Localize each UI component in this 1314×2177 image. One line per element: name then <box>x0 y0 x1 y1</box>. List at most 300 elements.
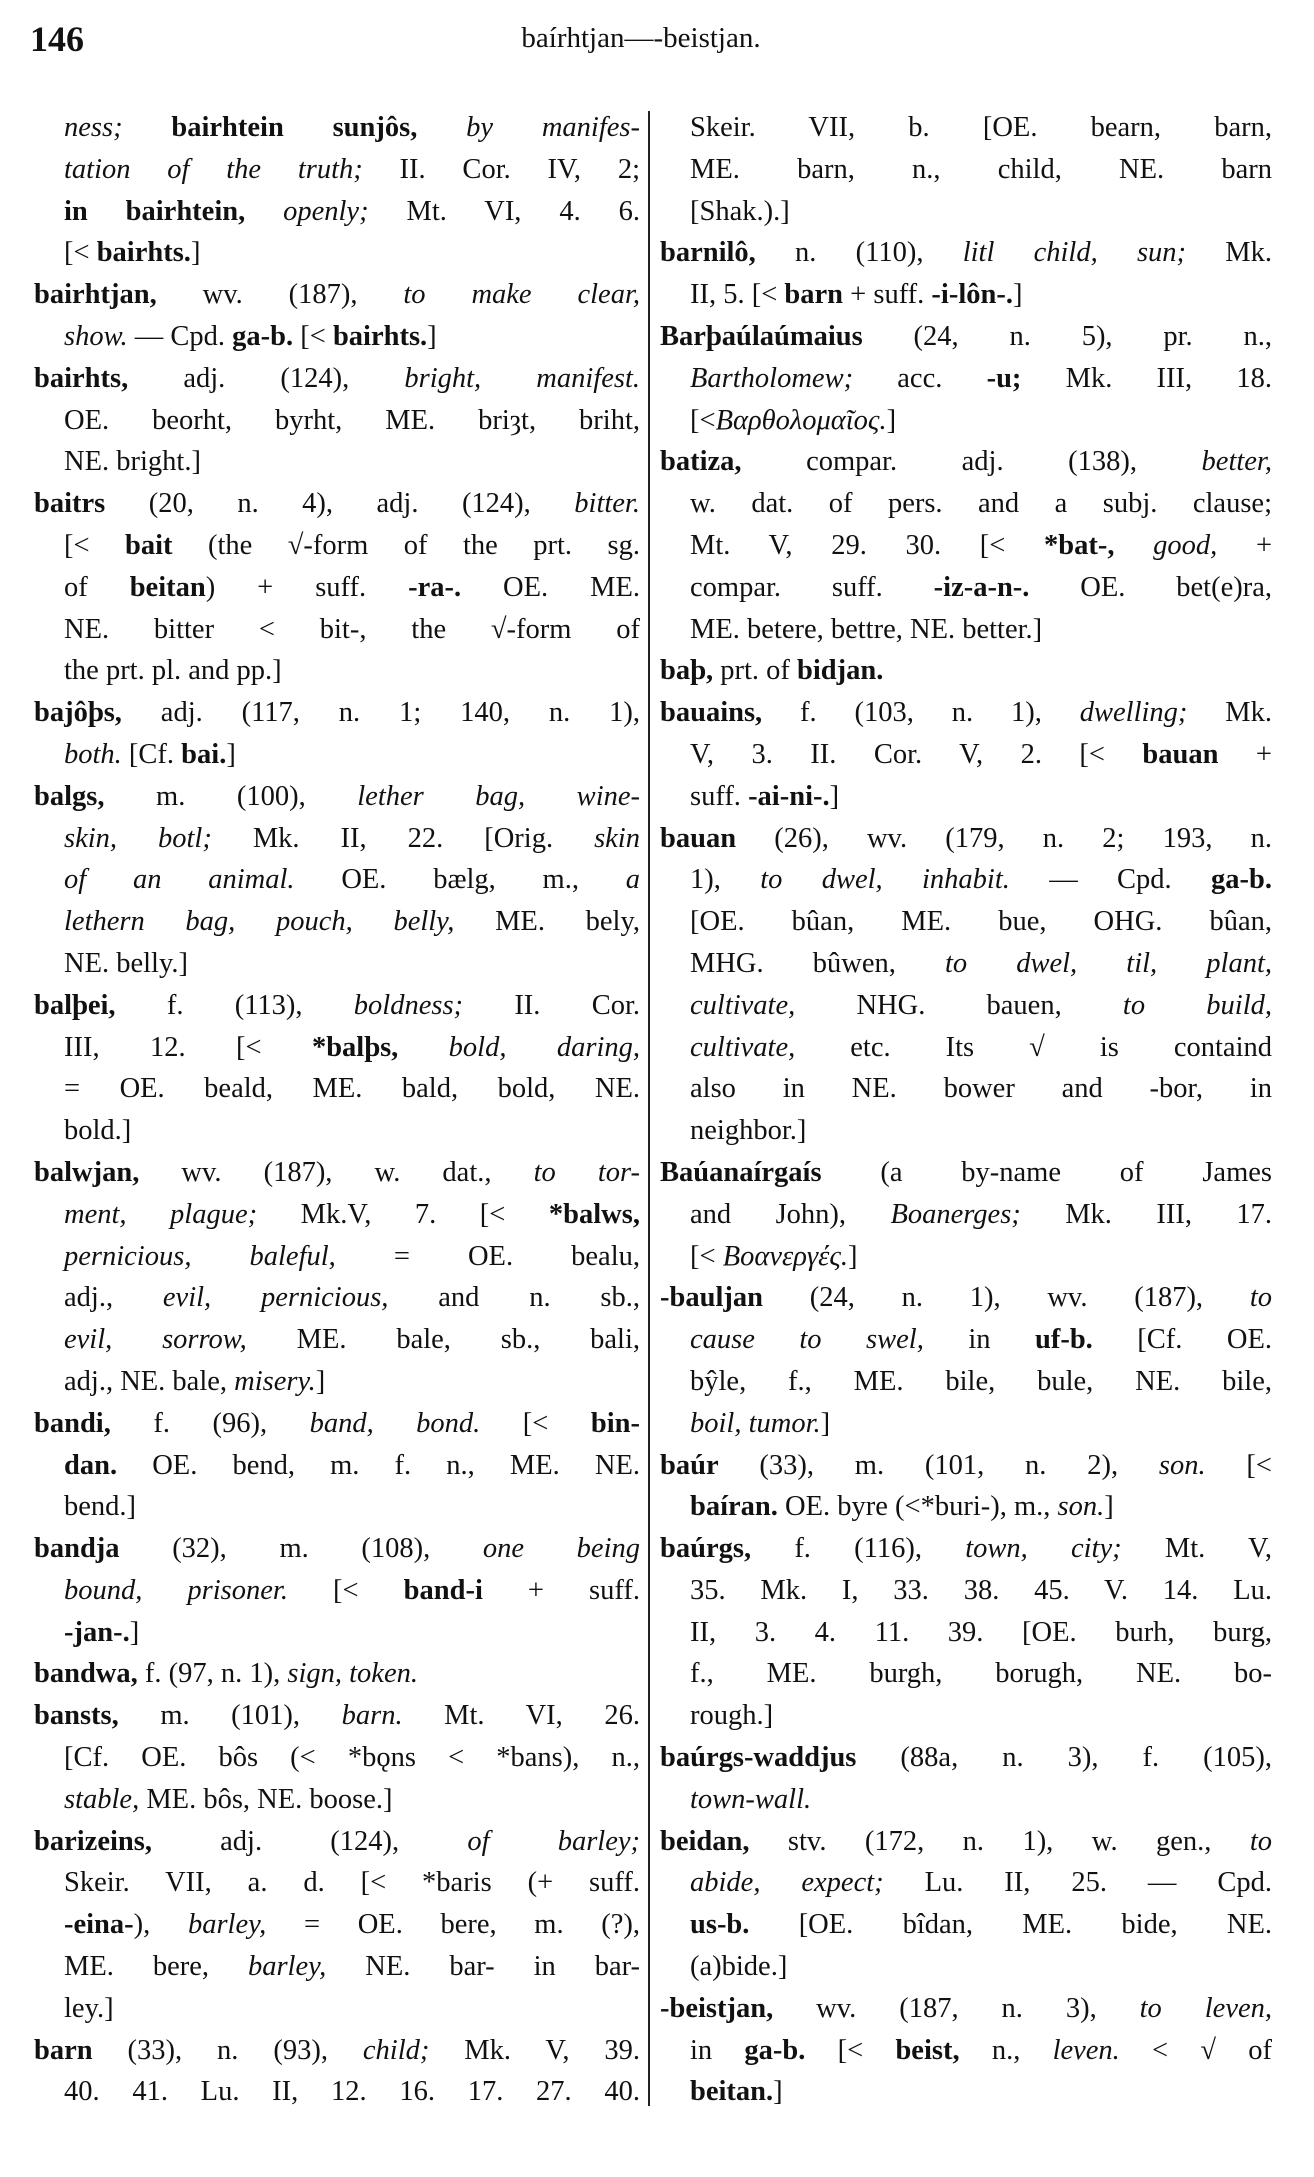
entry-line <box>34 1194 640 1236</box>
gloss-text: cause to swel, <box>690 1324 924 1356</box>
entry-line <box>660 274 1272 316</box>
gloss-text: by manifes- <box>417 112 640 143</box>
headword-text: bandi, <box>34 1407 111 1439</box>
text: ] <box>226 738 236 770</box>
text: (33), m. (101, n. 2), <box>718 1449 1159 1481</box>
entry-line <box>34 943 640 985</box>
gloss-text: sign, token. <box>287 1658 418 1690</box>
gloss-text: cultivate, <box>690 989 796 1021</box>
text: Skeir. VII, b. [OE. bearn, barn, <box>690 112 1272 143</box>
entry-line <box>34 191 640 233</box>
text: MHG. bûwen, <box>690 947 945 979</box>
entry-line <box>34 107 640 149</box>
gloss-text: barley, <box>247 1951 327 1983</box>
text: n., <box>959 2034 1053 2066</box>
gloss-text: lether bag, wine- <box>357 780 640 812</box>
text: (24, n. 5), pr. n., <box>862 320 1272 352</box>
entry-line <box>660 1194 1272 1236</box>
entry-line <box>660 943 1272 985</box>
headword-text: -eina- <box>64 1909 134 1941</box>
gloss-text: good, <box>1114 529 1218 561</box>
text: suff. <box>690 780 749 812</box>
headword-text: barizeins, <box>34 1825 152 1857</box>
entry-headline <box>34 358 640 400</box>
entry-line <box>660 901 1272 943</box>
entry-headline <box>34 1821 640 1863</box>
headword-text: bairhts, <box>34 362 129 394</box>
entry-headline <box>660 316 1272 358</box>
text: w. dat. of pers. and a subj. clause; <box>690 488 1272 520</box>
text: (the √-form of the prt. sg. <box>172 529 640 561</box>
headword-text: bairhts. <box>332 320 428 352</box>
text: the prt. pl. and pp.] <box>64 655 282 687</box>
text: Mk. II, 22. [Orig. <box>211 822 595 854</box>
entry-line <box>34 1862 640 1904</box>
entry-line <box>660 859 1272 901</box>
text: [< <box>64 529 126 561</box>
gloss-text: litl child, sun; <box>962 237 1187 269</box>
headword-text: beidan, <box>660 1825 750 1857</box>
column-divider <box>648 111 650 2106</box>
text: adj. (117, n. 1; 140, n. 1), <box>121 697 640 729</box>
text: III, 12. [< <box>64 1031 312 1063</box>
text: f. (113), <box>115 989 354 1021</box>
text: II. Cor. <box>463 989 640 1021</box>
entry-line <box>660 358 1272 400</box>
gloss-text: to tor- <box>533 1156 640 1188</box>
text: f. (96), <box>110 1407 310 1439</box>
text: rough.] <box>690 1700 774 1732</box>
gloss-text: abide, expect; <box>690 1867 884 1899</box>
headword-text: ga-b. <box>1211 864 1272 896</box>
entry-line <box>660 1110 1272 1152</box>
text: ] <box>820 1407 831 1439</box>
text: compar. suff. <box>690 571 934 603</box>
headword-text: -jan-. <box>64 1616 130 1648</box>
headword-text: ga-b. <box>232 320 294 352</box>
headword-text: bairhtein sunjôs, <box>122 112 418 143</box>
text: ME. bely, <box>454 906 640 938</box>
text: + <box>1218 738 1272 770</box>
gloss-text: to <box>1249 1282 1272 1314</box>
entry-line <box>660 483 1272 525</box>
entry-line <box>34 1236 640 1278</box>
entry-headline <box>660 1821 1272 1863</box>
entry-headline <box>34 483 640 525</box>
headword-text: bauan <box>660 822 737 854</box>
gloss-text: stable, <box>64 1783 140 1815</box>
entry-line <box>34 901 640 943</box>
gloss-text: son. <box>1158 1449 1206 1481</box>
text: Mk. V, 39. <box>429 2034 640 2066</box>
entry-headline <box>660 818 1272 860</box>
text: m. (101), <box>118 1700 342 1732</box>
text: (88a, n. 3), f. (105), <box>856 1742 1272 1774</box>
text: etc. Its √ is containd <box>795 1031 1272 1063</box>
headword-text: batiza, <box>660 446 742 478</box>
text: adj. (124), <box>128 362 405 394</box>
gloss-text: Bartholomew; <box>690 362 854 394</box>
entry-line <box>660 149 1272 191</box>
text: ] <box>829 780 840 812</box>
text: II, 5. [< <box>690 279 785 311</box>
gloss-text: skin <box>594 822 640 854</box>
text: II. Cor. IV, 2; <box>362 153 640 185</box>
text: [< <box>287 1574 404 1606</box>
entry-line <box>34 734 640 776</box>
gloss-text: show. <box>64 320 128 352</box>
text: in <box>923 1324 1035 1356</box>
entry-line <box>34 1779 640 1821</box>
entry-line <box>34 818 640 860</box>
text: 40. 41. Lu. II, 12. 16. 17. 27. 40. <box>64 2076 640 2108</box>
gloss-text: both. <box>64 738 122 770</box>
gloss-text: pernicious, baleful, <box>64 1240 336 1272</box>
text: OE. bend, m. f. n., ME. NE. <box>117 1449 640 1481</box>
entry-line <box>660 1068 1272 1110</box>
headword-text: bandja <box>34 1533 120 1565</box>
headword-text: -ra-. <box>408 571 462 603</box>
text: [< <box>805 2034 896 2066</box>
entry-line <box>34 1445 640 1487</box>
gloss-text: to make clear, <box>403 279 640 311</box>
text: f., ME. burgh, borugh, NE. bo- <box>690 1658 1272 1690</box>
text: ] <box>129 1616 140 1648</box>
entry-line <box>34 1570 640 1612</box>
text: neighbor.] <box>690 1115 807 1147</box>
text: OE. beorht, byrht, ME. briȝt, briht, <box>64 404 640 436</box>
gloss-text: child; <box>362 2034 430 2066</box>
entry-line <box>34 2071 640 2113</box>
text: ] <box>427 320 437 352</box>
text: < √ of <box>1119 2034 1272 2066</box>
text: [Cf. OE. bôs (< *bǫns < *bans), n., <box>64 1742 640 1774</box>
headword-text: bait <box>125 529 173 561</box>
gloss-text: ment, plague; <box>64 1198 258 1230</box>
entry-headline <box>34 274 640 316</box>
text: and n. sb., <box>388 1282 640 1314</box>
entry-line <box>34 859 640 901</box>
gloss-text: of an animal. <box>64 864 295 896</box>
text: stv. (172, n. 1), w. gen., <box>749 1825 1250 1857</box>
headword-text: baúr <box>660 1449 719 1481</box>
gloss-text: tation of the truth; <box>64 153 363 185</box>
text: V, 3. II. Cor. V, 2. [< <box>690 738 1143 770</box>
entry-headline <box>660 232 1272 274</box>
text: NHG. bauen, <box>795 989 1123 1021</box>
text: OE. bælg, m., <box>294 864 626 896</box>
gloss-text: to <box>1249 1825 1272 1857</box>
text: [< <box>480 1407 591 1439</box>
entry-line <box>34 1068 640 1110</box>
entry-line <box>34 1988 640 2030</box>
text: and John), <box>690 1198 891 1230</box>
gloss-text: band, bond. <box>309 1407 481 1439</box>
entry-line <box>660 1570 1272 1612</box>
entry-line <box>34 1027 640 1069</box>
entry-line <box>660 1319 1272 1361</box>
gloss-text: Βαρθολομαῖος. <box>715 404 887 436</box>
headword-text: balgs, <box>34 780 105 812</box>
entry-line <box>34 1319 640 1361</box>
text: compar. adj. (138), <box>741 446 1202 478</box>
entry-headline <box>34 1528 640 1570</box>
text: adj., <box>64 1282 163 1314</box>
text: + suff. <box>843 279 932 311</box>
gloss-text: better, <box>1201 446 1272 478</box>
text: [< <box>690 1240 723 1272</box>
text: ME. betere, bettre, NE. better.] <box>690 613 1043 645</box>
entry-headline <box>660 441 1272 483</box>
headword-text: beitan. <box>690 2076 774 2108</box>
text: NE. bar- in bar- <box>326 1951 640 1983</box>
text: Skeir. VII, a. d. [< *baris (+ suff. <box>64 1867 640 1899</box>
text: f. (97, n. 1), <box>137 1658 288 1690</box>
gloss-text: evil, pernicious, <box>162 1282 389 1314</box>
gloss-text: Βοανεργές. <box>722 1240 849 1272</box>
gloss-text: of barley; <box>467 1825 640 1857</box>
headword-text: bidjan. <box>796 655 884 687</box>
text: [Cf. <box>121 738 182 770</box>
entry-line <box>34 1486 640 1528</box>
entry-line <box>34 1904 640 1946</box>
entry-line <box>660 985 1272 1027</box>
entry-headline <box>34 692 640 734</box>
headword-text: dan. <box>64 1449 118 1481</box>
entry-line <box>660 1695 1272 1737</box>
headword-text: barnilô, <box>660 237 756 269</box>
entry-line <box>660 107 1272 149</box>
text: ME. barn, n., child, NE. barn <box>690 153 1272 185</box>
text: [Cf. OE. <box>1092 1324 1272 1356</box>
headword-text: band-i <box>403 1574 483 1606</box>
text: Lu. II, 25. — Cpd. <box>883 1867 1272 1899</box>
text: Mt. VI, 26. <box>402 1700 640 1732</box>
gloss-text: bright, manifest. <box>404 362 640 394</box>
entry-headline <box>660 650 1272 692</box>
entry-line <box>660 1653 1272 1695</box>
entry-line <box>660 525 1272 567</box>
headword-text: Barþaúlaúmaius <box>660 320 863 352</box>
headword-text: -i-lôn-. <box>931 279 1013 311</box>
text: Mk.V, 7. [< <box>257 1198 549 1230</box>
text: NE. bright.] <box>64 446 201 478</box>
text: II, 3. 4. 11. 39. [OE. burh, burg, <box>690 1616 1272 1648</box>
headword-text: us-b. <box>690 1909 750 1941</box>
text: [< <box>690 404 716 436</box>
headword-text: beitan <box>129 571 206 603</box>
text: ] <box>886 404 897 436</box>
text: ] <box>848 1240 858 1272</box>
entry-line <box>660 734 1272 776</box>
headword-text: Baúanaírgaís <box>660 1156 822 1188</box>
text: 35. Mk. I, 33. 38. 45. V. 14. Lu. <box>690 1574 1272 1606</box>
entry-headline <box>34 1653 640 1695</box>
text: ley.] <box>64 1992 114 2024</box>
text: bend.] <box>64 1491 137 1523</box>
entry-headline <box>34 2030 640 2072</box>
entry-line <box>660 1486 1272 1528</box>
text: wv. (187), w. dat., <box>139 1156 534 1188</box>
text: (24, n. 1), wv. (187), <box>762 1282 1250 1314</box>
gloss-text: evil, sorrow, <box>64 1324 247 1356</box>
text: [Shak.).] <box>690 195 790 227</box>
text: [< <box>64 237 97 269</box>
headword-text: baíran. <box>690 1491 778 1523</box>
gloss-text: misery. <box>234 1365 316 1397</box>
entry-headline <box>660 1988 1272 2030</box>
entry-line <box>34 441 640 483</box>
text: NE. belly.] <box>64 947 188 979</box>
entry-line <box>34 609 640 651</box>
right-column <box>660 107 1272 2113</box>
entry-headline <box>34 1403 640 1445</box>
running-head: baírhtjan—-beistjan. <box>521 22 761 54</box>
entry-line <box>34 1361 640 1403</box>
gloss-text: bitter. <box>574 488 640 520</box>
entry-line <box>660 1236 1272 1278</box>
headword-text: beist, <box>895 2034 960 2066</box>
headword-text: bajôþs, <box>34 697 122 729</box>
gloss-text: barley, <box>187 1909 267 1941</box>
text: adj. (124), <box>151 1825 468 1857</box>
text: + <box>1217 529 1272 561</box>
text: wv. (187), <box>156 279 404 311</box>
text: ] <box>773 2076 783 2108</box>
text: OE. byre (<*buri-), m., <box>777 1491 1058 1523</box>
text: acc. <box>853 362 987 394</box>
headword-text: bairhts. <box>96 237 191 269</box>
gloss-text: skin, botl; <box>64 822 212 854</box>
text: wv. (187, n. 3), <box>773 1992 1140 2024</box>
text: Mk. <box>1187 697 1272 729</box>
text: ] <box>190 237 201 269</box>
headword-text: -beistjan, <box>660 1992 774 2024</box>
gloss-text: openly; <box>245 195 369 227</box>
entry-line <box>34 1277 640 1319</box>
headword-text: bin- <box>590 1407 640 1439</box>
gloss-text: cultivate, <box>690 1031 796 1063</box>
text: ] <box>315 1365 326 1397</box>
text: (20, n. 4), adj. (124), <box>105 488 575 520</box>
headword-text: uf-b. <box>1034 1324 1093 1356</box>
text: adj., NE. bale, <box>64 1365 235 1397</box>
text: ] <box>1012 279 1023 311</box>
text: n. (110), <box>755 237 963 269</box>
entry-headline <box>34 985 640 1027</box>
text: (a)bide.] <box>690 1951 788 1983</box>
entry-headline <box>34 1695 640 1737</box>
entry-line <box>660 2030 1272 2072</box>
gloss-text: boldness; <box>353 989 464 1021</box>
left-column <box>34 107 640 2113</box>
entry-line <box>34 1612 640 1654</box>
headword-text: *balws, <box>548 1198 640 1230</box>
text: ME. bôs, NE. boose.] <box>139 1783 393 1815</box>
entry-line <box>660 1361 1272 1403</box>
entry-line <box>660 1862 1272 1904</box>
text: in <box>690 2034 745 2066</box>
headword-text: bauains, <box>660 697 763 729</box>
text: = OE. beald, ME. bald, bold, NE. <box>64 1073 640 1105</box>
text: 1), <box>690 864 761 896</box>
entry-line <box>34 1737 640 1779</box>
gloss-text: Boanerges; <box>890 1198 1021 1230</box>
entry-line <box>34 232 640 274</box>
text: m. (100), <box>104 780 358 812</box>
entry-line <box>34 567 640 609</box>
headword-text: bansts, <box>34 1700 119 1732</box>
headword-text: -u; <box>986 362 1022 394</box>
text: Mt. V, <box>1121 1533 1272 1565</box>
gloss-text: to build, <box>1122 989 1272 1021</box>
headword-text: baitrs <box>34 488 106 520</box>
text: NE. bitter < bit-, the √-form of <box>64 613 640 645</box>
text: (a by-name of James <box>821 1156 1272 1188</box>
text: OE. ME. <box>461 571 640 603</box>
text: [< <box>293 320 333 352</box>
text: + suff. <box>482 1574 640 1606</box>
text: (33), n. (93), <box>92 2034 363 2066</box>
entry-line <box>660 1779 1272 1821</box>
entry-line <box>34 650 640 692</box>
gloss-text: town-wall. <box>690 1783 812 1815</box>
entry-line <box>34 400 640 442</box>
text: ME. bere, <box>64 1951 248 1983</box>
entry-headline <box>660 1528 1272 1570</box>
text: = OE. bealu, <box>335 1240 640 1272</box>
headword-text: bandwa, <box>34 1658 138 1690</box>
text: ME. bale, sb., bali, <box>246 1324 640 1356</box>
entry-line <box>660 776 1272 818</box>
text: of <box>64 571 130 603</box>
entry-line <box>34 525 640 567</box>
gloss-text: to dwel, til, plant, <box>944 947 1272 979</box>
headword-text: -ai-ni-. <box>748 780 830 812</box>
entry-line <box>34 1110 640 1152</box>
gloss-text: to leven, <box>1139 1992 1272 2024</box>
text: bold.] <box>64 1115 132 1147</box>
headword-text: barn <box>784 279 844 311</box>
entry-line <box>660 609 1272 651</box>
text: f. (103, n. 1), <box>762 697 1080 729</box>
text: Mk. <box>1186 237 1272 269</box>
entry-line <box>660 400 1272 442</box>
text: Mt. VI, 4. 6. <box>368 195 640 227</box>
entry-line <box>660 2071 1272 2113</box>
headword-text: *balþs, <box>311 1031 399 1063</box>
entry-headline <box>660 1152 1272 1194</box>
headword-text: baþ, <box>660 655 714 687</box>
gloss-text: town, city; <box>965 1533 1122 1565</box>
headword-text: ga-b. <box>744 2034 806 2066</box>
text: also in NE. bower and -bor, in <box>690 1073 1272 1105</box>
headword-text: balwjan, <box>34 1156 140 1188</box>
text: prt. of <box>713 655 797 687</box>
gloss-text: to dwel, inhabit. <box>760 864 1010 896</box>
entry-line <box>660 1027 1272 1069</box>
page-number: 146 <box>30 19 84 59</box>
headword-text: bauan <box>1142 738 1219 770</box>
headword-text: barn <box>34 2034 93 2066</box>
gloss-text: a <box>625 864 640 896</box>
gloss-text: boil, tumor. <box>690 1407 821 1439</box>
entry-headline <box>660 692 1272 734</box>
gloss-text: bound, prisoner. <box>64 1574 288 1606</box>
headword-text: *bat-, <box>1044 529 1115 561</box>
text: (32), m. (108), <box>119 1533 483 1565</box>
entry-headline <box>34 776 640 818</box>
